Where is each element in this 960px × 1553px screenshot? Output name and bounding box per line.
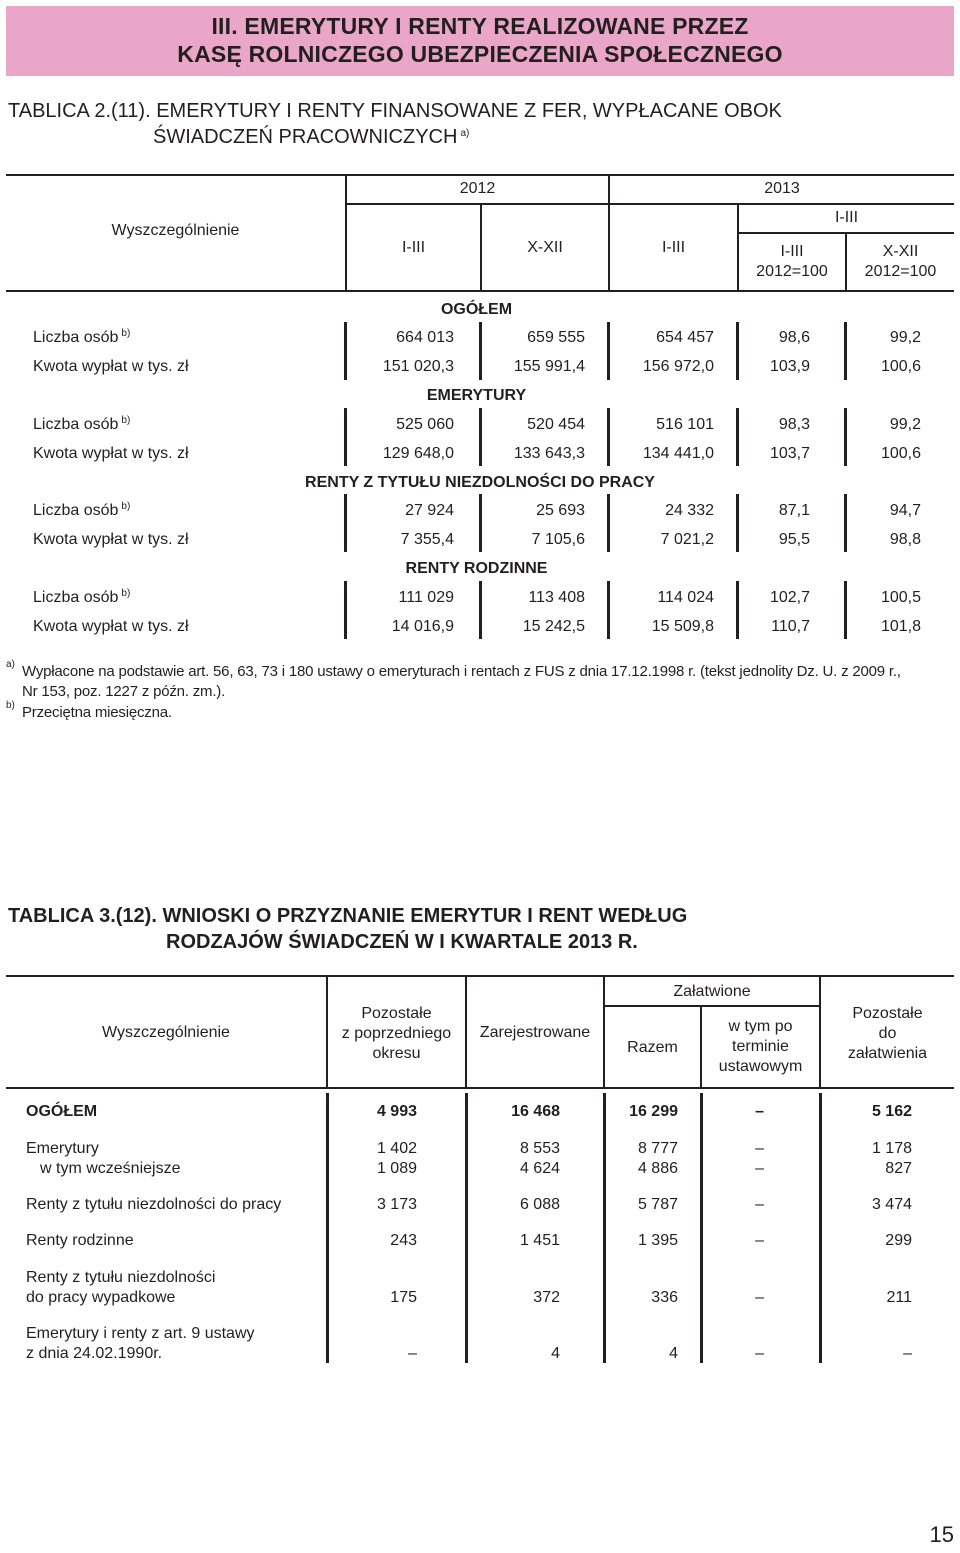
table2-row-label: Renty z tytułu niezdolności	[26, 1269, 216, 1286]
table2-cell: 175	[390, 1289, 417, 1306]
table1-top-rule	[6, 174, 954, 176]
table1-cell: 99,2	[889, 416, 921, 433]
table2-cell: 1 451	[519, 1232, 560, 1249]
table1-bar	[479, 408, 482, 466]
table1-header-rule	[6, 290, 954, 292]
table1-year-2013: 2013	[764, 180, 800, 197]
table2-row-label: Renty z tytułu niezdolności do pracy	[26, 1196, 282, 1213]
table1-cell: 151 020,3	[382, 358, 454, 375]
table2-cell: 8 777	[637, 1140, 678, 1157]
footnote-b-text: Przeciętna miesięczna.	[22, 704, 172, 721]
table2-cell: 5 162	[871, 1103, 912, 1120]
table1-cell: 516 101	[656, 416, 714, 433]
table1-cell: 155 991,4	[513, 358, 585, 375]
table1-bar	[736, 581, 739, 639]
table2-cell: 4	[551, 1345, 560, 1362]
table2-cell: –	[755, 1289, 764, 1306]
table2-cell: –	[903, 1345, 912, 1362]
table1-cell: 94,7	[889, 502, 921, 519]
table1-title	[8, 99, 782, 124]
table2-cell: 8 553	[519, 1140, 560, 1157]
table1-bar	[344, 322, 347, 380]
table1-bar	[607, 322, 610, 380]
chapter-title-line2: KASĘ ROLNICZEGO UBEZPIECZENIA SPOŁECZNEGO	[177, 41, 783, 67]
table1-cell: 103,7	[769, 445, 810, 462]
table2-row-label: Emerytury	[26, 1140, 99, 1157]
table2-prev-header-1: Pozostałe	[361, 1005, 432, 1022]
table1-bar	[844, 408, 847, 466]
footnote-a-mark: a)	[6, 659, 15, 670]
table1-cell: 27 924	[405, 502, 454, 519]
table1-cell: 95,5	[778, 531, 810, 548]
table1-row-label	[33, 328, 130, 348]
table1-row-label: Kwota wypłat w tys. zł	[33, 445, 189, 462]
table2-total-header: Razem	[627, 1039, 678, 1056]
table1-year-rule	[345, 203, 954, 205]
table2-bar	[465, 1093, 468, 1363]
table2-header-rule	[6, 1087, 954, 1089]
table1-bar	[344, 581, 347, 639]
table1-bar	[479, 581, 482, 639]
table1-cell: 156 972,0	[642, 358, 714, 375]
table1-cell: 100,5	[880, 589, 921, 606]
table2-cell: 5 787	[637, 1196, 678, 1213]
table2-cell: –	[755, 1140, 764, 1157]
table1-cell: 111 029	[398, 589, 454, 606]
table2-bar	[700, 1093, 703, 1363]
page-number: 15	[929, 1522, 954, 1547]
table2-cell: 6 088	[519, 1196, 560, 1213]
table1-cell: 87,1	[778, 502, 810, 519]
table1-col1-header: I-III	[401, 239, 426, 256]
table1-cell: 24 332	[665, 502, 714, 519]
table1-cell: 110,7	[771, 618, 810, 635]
table1-cell: 659 555	[527, 329, 585, 346]
table1-bar	[736, 322, 739, 380]
table1-col3-header: I-III	[661, 239, 686, 256]
table1-cell: 654 457	[656, 329, 714, 346]
table2-cell: –	[755, 1345, 764, 1362]
table2-cell: 4 993	[376, 1103, 417, 1120]
table1-cell: 98,3	[778, 416, 810, 433]
table1-row-label: Kwota wypłat w tys. zł	[33, 618, 189, 635]
table1-section-title: EMERYTURY	[426, 387, 527, 404]
table1-cell: 134 441,0	[642, 445, 714, 462]
table2-cell: –	[755, 1160, 764, 1177]
table1-row-label	[33, 501, 130, 521]
table1-title-note: a)	[460, 128, 470, 139]
table1-section-title: RENTY Z TYTUŁU NIEZDOLNOŚCI DO PRACY	[305, 474, 655, 491]
table2-row-label: Emerytury i renty z art. 9 ustawy	[26, 1325, 255, 1342]
table1-cell: 664 013	[396, 329, 454, 346]
table2-title-line2: RODZAJÓW ŚWIADCZEŃ W I KWARTALE 2013 R.	[166, 931, 638, 953]
table1-row-label	[33, 415, 130, 435]
table1-bar	[479, 322, 482, 380]
table2-row-label: OGÓŁEM	[26, 1103, 98, 1120]
table2-row-label: Renty rodzinne	[26, 1232, 134, 1249]
table1-cell: 102,7	[769, 589, 810, 606]
table2-statutory-header-3: ustawowym	[718, 1058, 803, 1075]
footnote-a-line1: Wypłacone na podstawie art. 56, 63, 73 i 180 ustawy o emeryturach i rentach z FUS z dnia 17.12.1998 r. (tekst jednolity Dz. U. z 2009 r.,	[22, 663, 901, 680]
table2-stub-header: Wyszczególnienie	[102, 1024, 230, 1041]
table2-cell: –	[755, 1196, 764, 1213]
table2-top-rule	[6, 975, 954, 977]
table1-row-label	[33, 588, 130, 608]
table1-cell: 98,6	[778, 329, 810, 346]
table1-col2-header: X-XII	[527, 239, 563, 256]
table1-bar	[344, 494, 347, 552]
table2-title-line1: TABLICA 3.(12). WNIOSKI O PRZYZNANIE EMERYTUR I RENT WEDŁUG	[8, 905, 688, 927]
table2-cell: –	[755, 1103, 764, 1120]
table1-cell: 7 021,2	[660, 531, 714, 548]
table2-remaining-header-3: załatwienia	[847, 1045, 928, 1062]
chapter-title-line1: III. EMERYTURY I RENTY REALIZOWANE PRZEZ	[211, 13, 749, 39]
table2-row-label-cont: do pracy wypadkowe	[26, 1289, 176, 1306]
table2-cell: 1 402	[376, 1140, 417, 1157]
row-note: b)	[121, 501, 131, 512]
table2-remaining-header-2: do	[878, 1025, 897, 1042]
table2-cell: 4 624	[519, 1160, 560, 1177]
table1-cell: 101,8	[880, 618, 921, 635]
table1-row-label: Kwota wypłat w tys. zł	[33, 358, 189, 375]
table1-row-label: Kwota wypłat w tys. zł	[33, 531, 189, 548]
table1-bar	[607, 408, 610, 466]
table1-bar	[736, 494, 739, 552]
footnote-a-line2: Nr 153, poz. 1227 z późn. zm.).	[22, 683, 226, 700]
table2-statutory-header-1: w tym po	[728, 1018, 793, 1035]
table1-cell: 114 024	[657, 589, 714, 606]
table2-cell: 299	[885, 1232, 912, 1249]
table1-bar	[844, 494, 847, 552]
table2-cell: 4 886	[637, 1160, 678, 1177]
table1-cell: 15 242,5	[522, 618, 585, 635]
table1-col5-header-line1: X-XII	[882, 243, 919, 260]
table1-title-line1: TABLICA 2.(11). EMERYTURY I RENTY FINANSOWANE Z FER, WYPŁACANE OBOK	[8, 100, 782, 122]
row-label-text: Liczba osób	[33, 329, 119, 346]
table2-cell: 1 089	[376, 1160, 417, 1177]
table2-cell: –	[408, 1345, 417, 1362]
row-note: b)	[121, 328, 131, 339]
table2-cell: 827	[885, 1160, 912, 1177]
table1-cell: 7 355,4	[400, 531, 454, 548]
table2-cell: 211	[886, 1289, 912, 1306]
table2-resolved-rule	[603, 1005, 819, 1007]
table2-cell: 3 474	[871, 1196, 912, 1213]
table2-cell: –	[755, 1232, 764, 1249]
table1-bar	[736, 408, 739, 466]
table2-bar	[603, 1093, 606, 1363]
table2-prev-header-3: okresu	[372, 1045, 421, 1062]
footnote-b-mark: b)	[6, 700, 15, 711]
table1-col4-header-line2: 2012=100	[756, 263, 828, 280]
table1-cell: 98,8	[889, 531, 921, 548]
table2-cell: 243	[390, 1232, 417, 1249]
table1-bar	[844, 581, 847, 639]
table1-index-group-header: I-III	[834, 209, 859, 226]
table1-bar	[344, 408, 347, 466]
table2-row-label: w tym wcześniejsze	[40, 1160, 181, 1177]
table2-registered-header: Zarejestrowane	[479, 1024, 591, 1041]
table1-cell: 7 105,6	[531, 531, 585, 548]
row-note: b)	[121, 588, 131, 599]
table1-bar	[607, 581, 610, 639]
table2-row-label-cont: z dnia 24.02.1990r.	[26, 1345, 163, 1362]
table2-cell: 372	[533, 1289, 560, 1306]
table2-cell: 16 299	[629, 1103, 678, 1120]
table1-section-title: RENTY RODZINNE	[405, 560, 548, 577]
chapter-banner	[6, 6, 954, 76]
table1-cell: 100,6	[880, 445, 921, 462]
table2-statutory-header-2: terminie	[732, 1038, 789, 1055]
table1-bar	[607, 494, 610, 552]
table1-title-cont	[153, 125, 469, 150]
table1-section-title: OGÓŁEM	[440, 301, 513, 318]
table2-bar	[326, 1093, 329, 1363]
table2-cell: 16 468	[511, 1103, 560, 1120]
table2-cell: 3 173	[376, 1196, 417, 1213]
table1-stub-header: Wyszczególnienie	[111, 222, 240, 239]
table2-bar	[819, 1093, 822, 1363]
table1-bar	[479, 494, 482, 552]
table1-cell: 129 648,0	[382, 445, 454, 462]
table1-title-line2: ŚWIADCZEŃ PRACOWNICZYCH	[153, 126, 458, 148]
table1-cell: 99,2	[889, 329, 921, 346]
row-label-text: Liczba osób	[33, 589, 119, 606]
table1-cell: 103,9	[769, 358, 810, 375]
table1-cell: 15 509,8	[651, 618, 714, 635]
row-label-text: Liczba osób	[33, 416, 119, 433]
row-label-text: Liczba osób	[33, 502, 119, 519]
table1-cell: 100,6	[880, 358, 921, 375]
table1-year-2012: 2012	[459, 180, 496, 197]
table1-cell: 113 408	[528, 589, 585, 606]
table1-cell: 133 643,3	[513, 445, 585, 462]
table1-cell: 25 693	[536, 502, 585, 519]
table2-cell: 1 395	[637, 1232, 678, 1249]
table1-bar	[844, 322, 847, 380]
table1-cell: 14 016,9	[391, 618, 454, 635]
table2-cell: 4	[669, 1345, 678, 1362]
table1-col4-header-line1: I-III	[780, 243, 804, 260]
table2-cell: 336	[651, 1289, 678, 1306]
table2-resolved-header: Załatwione	[673, 983, 751, 1000]
row-note: b)	[121, 415, 131, 426]
table2-prev-header-2: z poprzedniego	[341, 1025, 452, 1042]
table1-cell: 520 454	[527, 416, 585, 433]
table2-cell: 1 178	[871, 1140, 912, 1157]
table1-col5-header-line2: 2012=100	[864, 263, 937, 280]
table2-remaining-header-1: Pozostałe	[852, 1005, 923, 1022]
table1-cell: 525 060	[396, 416, 454, 433]
